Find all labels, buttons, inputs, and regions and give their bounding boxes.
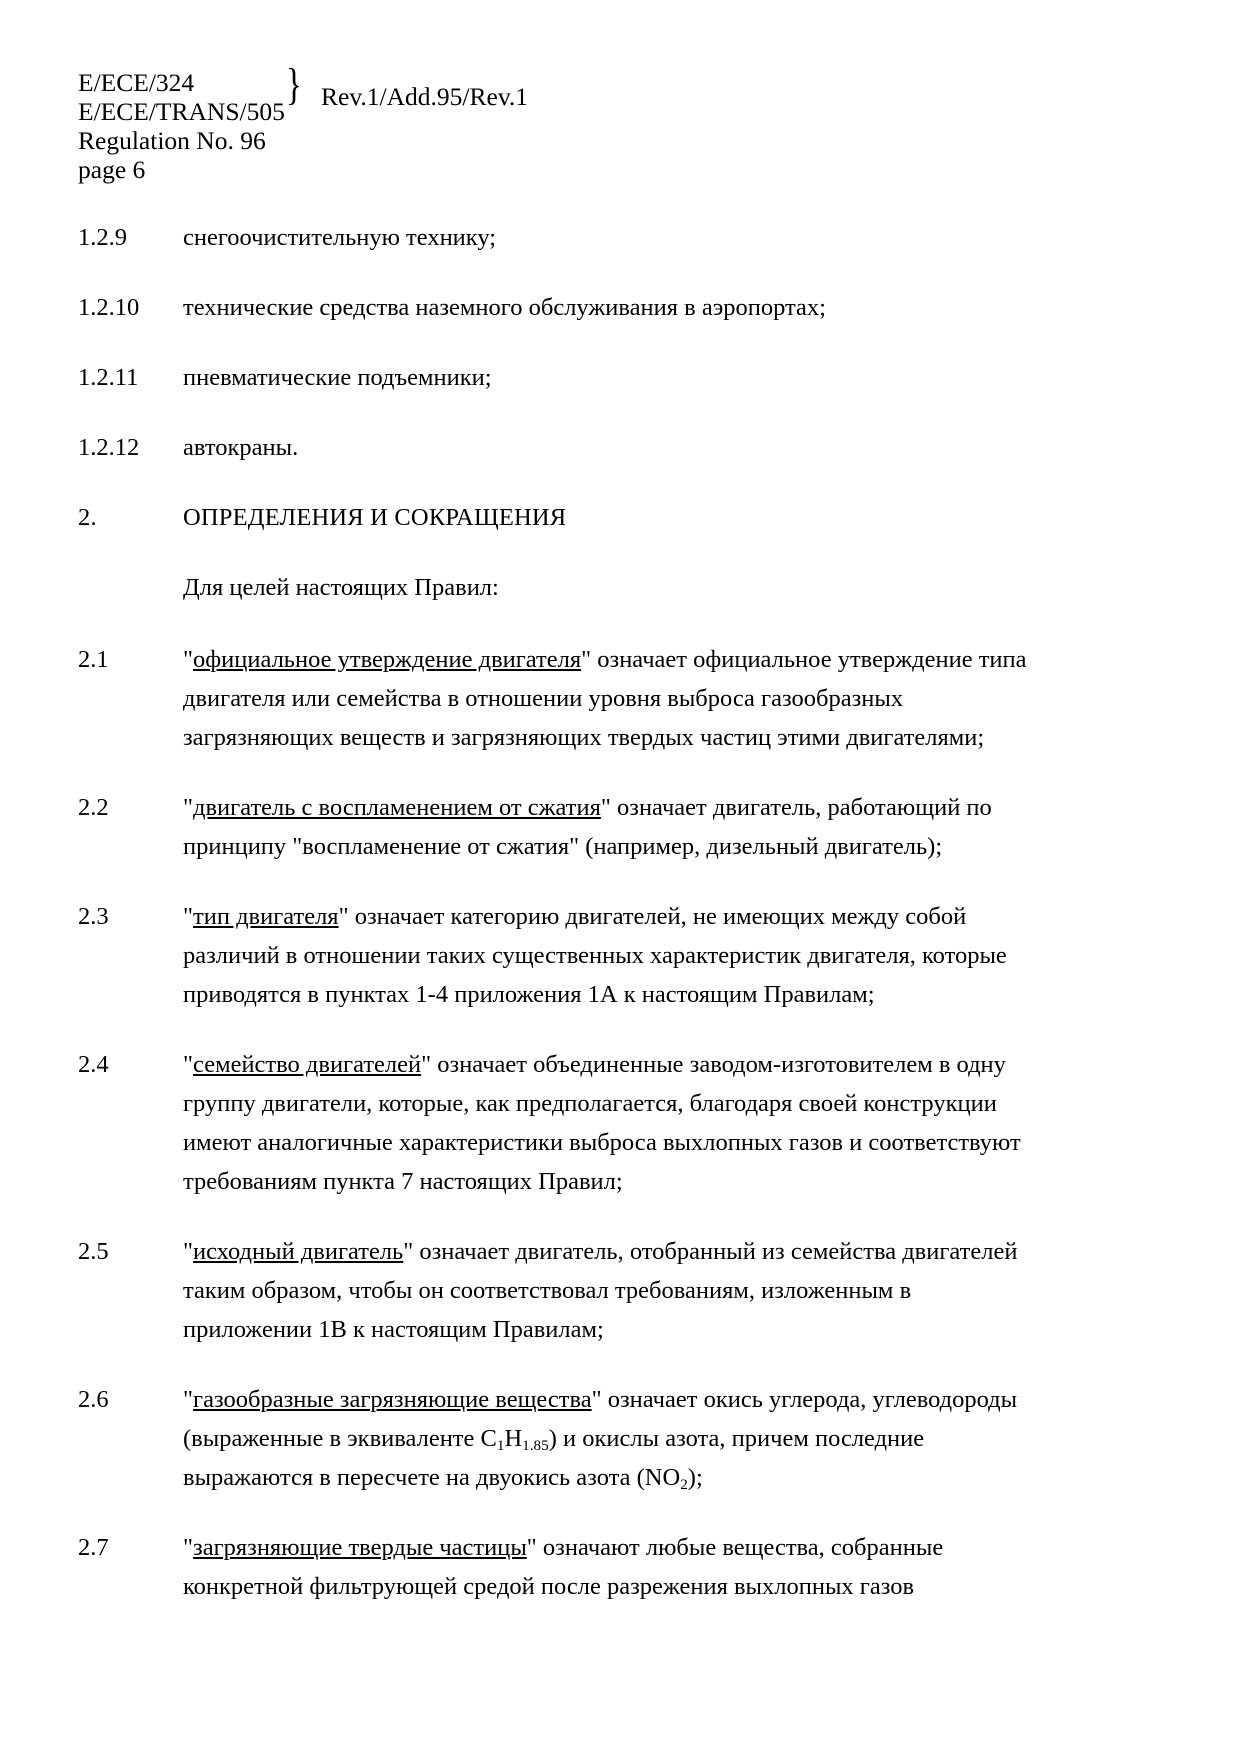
document-header [78,60,1145,184]
clause-text: "двигатель с воспламенением от сжатия" означает двигатель, работающий по принципу "воспламенение от сжатия" (например, дизельный двигатель); [183,794,992,860]
definition-body-part-3: ); [687,1464,703,1491]
definition-2-2 [78,788,1145,866]
definition-2-4 [78,1045,1145,1201]
definition-body: " означает двигатель, работающий по принципу "воспламенение от сжатия" (например, дизельный двигатель); [183,794,992,860]
definition-body: " означает двигатель, отобранный из семейства двигателей таким образом, чтобы он соответствовал требованиям, изложенным в приложении 1В к настоящим Правилам; [183,1238,1018,1343]
defined-term: тип двигателя [193,903,339,930]
clause-number: 2.7 [78,1534,109,1561]
clause-text: "официальное утверждение двигателя" означает официальное утверждение типа двигателя или семейства в отношении уровня выброса газообразных загрязняющих веществ и загрязняющих твердых частиц этими двигателями; [183,646,1027,751]
clause-text: пневматические подъемники; [183,364,492,391]
formula-element-h: H [504,1425,523,1452]
clause-text: "газообразные загрязняющие вещества" означает окись углерода, углеводороды (выраженные в эквиваленте $C_1H_{1.85}$) и окислы азота, причем последние выражаются в пересчете на двуокись азота $(NO_2)$; [183,1386,1018,1493]
defined-term: официальное утверждение двигателя [193,646,582,673]
clause-1-2-11 [78,358,1145,397]
clause-number: 1.2.12 [78,434,140,461]
definition-body: " означают любые вещества, собранные конкретной фильтрующей средой после разрежения выхлопных газов [183,1534,944,1600]
clause-text: "тип двигателя" означает категорию двигателей, не имеющих между собой различий в отношении таких существенных характеристик двигателя, которые приводятся в пунктах 1-4 приложения 1А к настоящим Правилам; [183,903,1007,1008]
definition-2-6 [78,1380,1145,1497]
defined-term: газообразные загрязняющие вещества [193,1386,592,1413]
definition-2-7 [78,1528,1145,1606]
formula-subscript-c: 1 [496,1436,505,1454]
clause-number: 1.2.11 [78,364,139,391]
clause-text: технические средства наземного обслуживания в аэропортах; [183,294,826,321]
defined-term: загрязняющие твердые частицы [193,1534,527,1561]
section-heading-2 [78,498,1145,537]
clause-number: 2.5 [78,1238,109,1265]
clause-number: 1.2.10 [78,294,140,321]
header-brace: } [286,60,302,109]
defined-term: семейство двигателей [193,1051,422,1078]
definition-body-part-2: ) и окислы азота, причем последние выражаются в пересчете на двуокись азота (NO [183,1425,925,1491]
clause-1-2-9 [78,218,1145,257]
clause-number: 2.2 [78,794,109,821]
clause-text: "исходный двигатель" означает двигатель, отобранный из семейства двигателей таким образом, чтобы он соответствовал требованиям, изложенным в приложении 1В к настоящим Правилам; [183,1238,1018,1343]
definition-body: " означает категорию двигателей, не имеющих между собой различий в отношении таких существенных характеристик двигателя, которые приводятся в пунктах 1-4 приложения 1А к настоящим Правилам; [183,903,1007,1008]
definition-2-5 [78,1232,1145,1349]
clause-text: "семейство двигателей" означает объединенные заводом-изготовителем в одну группу двигатели, которые, как предполагается, благодаря своей конструкции имеют аналогичные характеристики выброса выхлопных газов и соответствуют требованиям пункта 7 настоящих Правил; [183,1051,1021,1195]
formula-subscript-h: 1.85 [522,1436,549,1454]
section-intro [78,568,1145,607]
header-page-number: page 6 [78,155,146,184]
definition-2-1 [78,640,1145,757]
defined-term: исходный двигатель [193,1238,404,1265]
clause-number: 2.3 [78,903,109,930]
formula-subscript-no2: 2 [680,1475,688,1493]
document-body [78,218,1145,1606]
header-regulation-number: Regulation No. 96 [78,126,266,155]
clause-number: 2.6 [78,1386,109,1413]
section-title: ОПРЕДЕЛЕНИЯ И СОКРАЩЕНИЯ [183,504,567,531]
defined-term: двигатель с воспламенением от сжатия [193,794,601,821]
definition-body: " означает объединенные заводом-изготовителем в одну группу двигатели, которые, как предполагается, благодаря своей конструкции имеют аналогичные характеристики выброса выхлопных газов и соответствуют требованиям пункта 7 настоящих Правил; [183,1051,1021,1195]
clause-text: автокраны. [183,434,299,461]
section-intro-text: Для целей настоящих Правил: [183,574,499,601]
clause-1-2-12 [78,428,1145,467]
header-symbol-lines [78,68,285,126]
clause-text: "загрязняющие твердые частицы" означают любые вещества, собранные конкретной фильтрующей средой после разрежения выхлопных газов [183,1534,944,1600]
clause-text: снегоочистительную технику; [183,224,497,251]
header-symbol-line-2: E/ECE/TRANS/505 [78,97,285,126]
clause-number: 1.2.9 [78,224,127,251]
definition-2-3 [78,897,1145,1014]
header-symbol-line-1: E/ECE/324 [78,68,195,97]
clause-number: 2.1 [78,646,109,673]
clause-1-2-10 [78,288,1145,327]
clause-number: 2.4 [78,1051,109,1078]
definition-body-part-1: " означает окись углерода, углеводороды (выраженные в эквиваленте C [183,1386,1018,1452]
section-number: 2. [78,504,97,531]
definition-body: " означает официальное утверждение типа двигателя или семейства в отношении уровня выброса газообразных загрязняющих веществ и загрязняющих твердых частиц этими двигателями; [183,646,1027,751]
header-revision: Rev.1/Add.95/Rev.1 [321,82,529,111]
